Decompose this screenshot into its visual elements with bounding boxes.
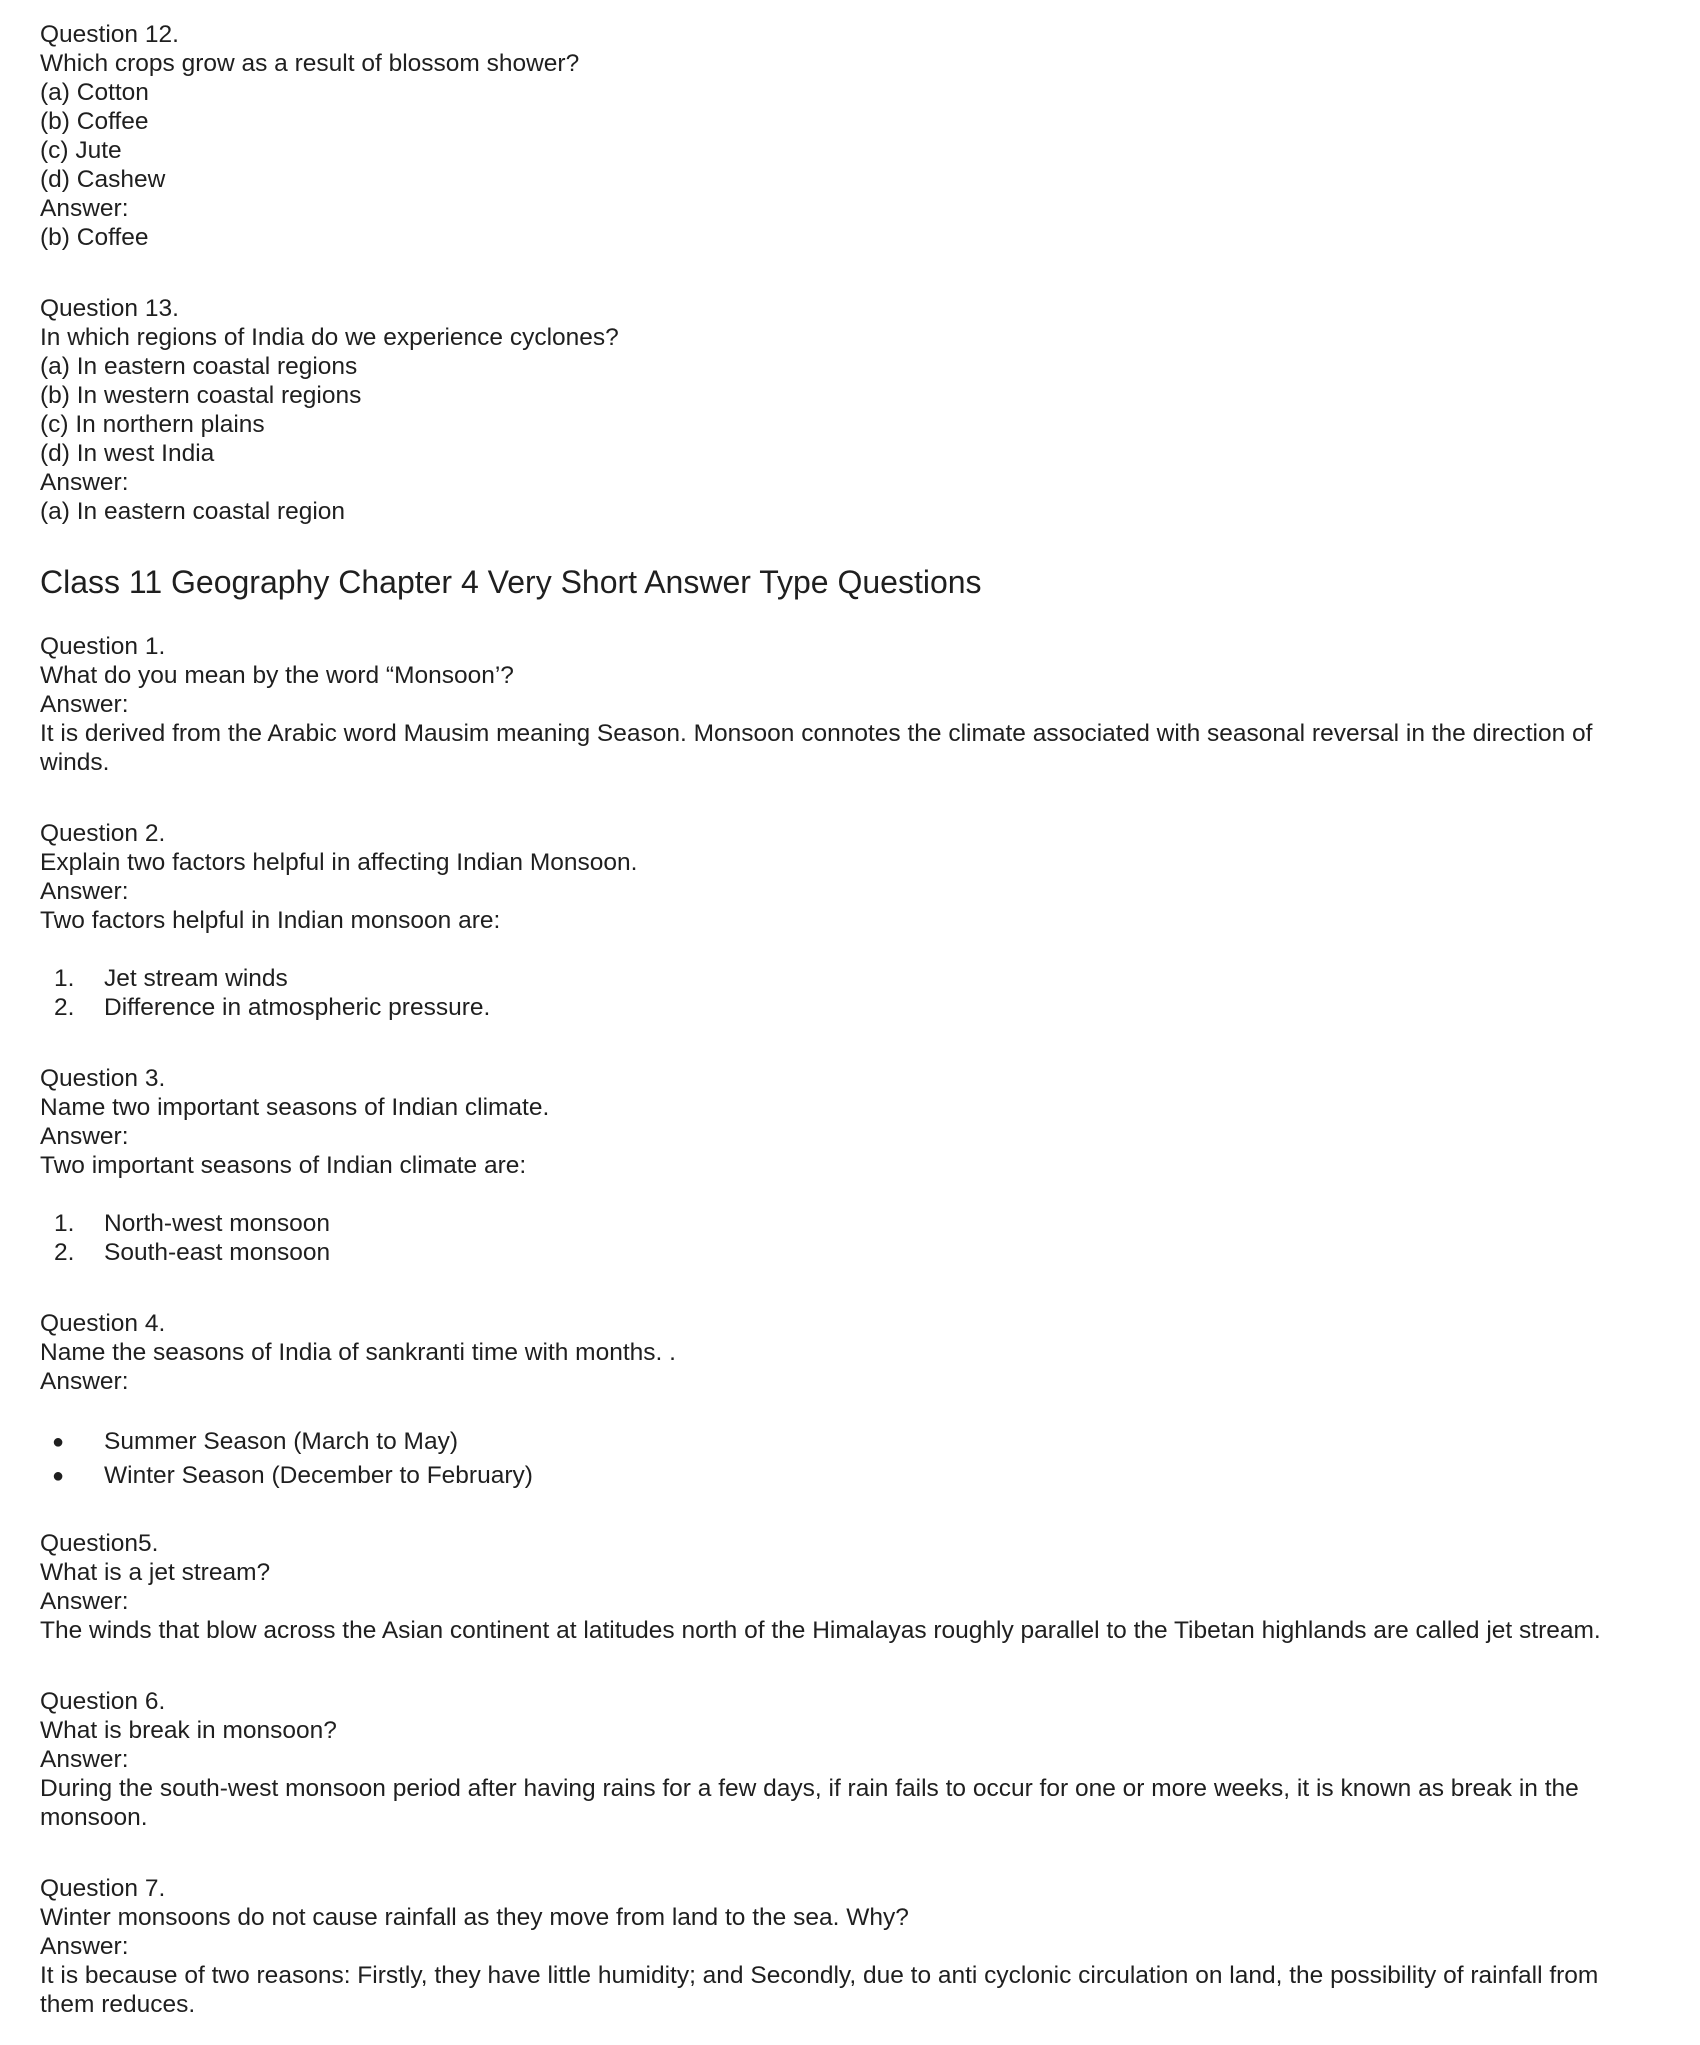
list-item-text: North-west monsoon	[104, 1210, 331, 1237]
option: (d) In west India	[40, 440, 215, 467]
answer-text: The winds that blow across the Asian continent at latitudes north of the Himalayas roughly parallel to the Tibetan highlands are called jet stream.	[40, 1617, 1601, 1644]
list-number: 1.	[54, 965, 75, 992]
answer-label: Answer:	[40, 691, 129, 718]
question-text: Name the seasons of India of sankranti time with months. .	[40, 1339, 676, 1366]
bullet-icon: ●	[52, 1465, 65, 1487]
vsa-question-2	[40, 819, 1640, 1022]
question-label: Question 1.	[40, 633, 166, 660]
question-label: Question 6.	[40, 1688, 166, 1715]
question-label: Question 4.	[40, 1310, 166, 1337]
answer-label: Answer:	[40, 469, 129, 496]
vsa-question-3	[40, 1064, 1640, 1267]
list-item-text: Difference in atmospheric pressure.	[104, 994, 491, 1021]
mcq-question-12	[40, 20, 1640, 252]
vsa-question-5	[40, 1529, 1640, 1645]
option: (b) In western coastal regions	[40, 382, 362, 409]
answer-label: Answer:	[40, 1933, 129, 1960]
question-label: Question 13.	[40, 295, 179, 322]
bullet-icon: ●	[52, 1431, 65, 1453]
bullet-list	[40, 1425, 1640, 1493]
list-item	[40, 1459, 1640, 1493]
question-text: Name two important seasons of Indian climate.	[40, 1094, 550, 1121]
question-text: What do you mean by the word “Monsoon’?	[40, 662, 514, 689]
answer-text: It is because of two reasons: Firstly, they have little humidity; and Secondly, due to anti cyclonic circulation on land, the possibility of rainfall from them reduces.	[40, 1962, 1599, 2018]
answer-label: Answer:	[40, 1368, 129, 1395]
list-item-text: Winter Season (December to February)	[104, 1462, 533, 1489]
vsa-question-6	[40, 1687, 1640, 1832]
list-number: 2.	[54, 1239, 75, 1266]
question-label: Question 7.	[40, 1875, 166, 1902]
option: (b) Coffee	[40, 108, 149, 135]
answer-text: (b) Coffee	[40, 224, 149, 251]
mcq-question-13	[40, 294, 1640, 526]
question-label: Question 3.	[40, 1065, 166, 1092]
question-text: What is break in monsoon?	[40, 1717, 337, 1744]
vsa-question-4	[40, 1309, 1640, 1493]
list-item	[40, 1209, 1640, 1238]
question-text: Explain two factors helpful in affecting Indian Monsoon.	[40, 849, 638, 876]
list-number: 2.	[54, 994, 75, 1021]
list-item-text: Jet stream winds	[104, 965, 288, 992]
option: (a) Cotton	[40, 79, 149, 106]
numbered-list	[40, 964, 1640, 1022]
list-item-text: South-east monsoon	[104, 1239, 331, 1266]
list-number: 1.	[54, 1210, 75, 1237]
option: (d) Cashew	[40, 166, 166, 193]
answer-text: Two important seasons of Indian climate are:	[40, 1152, 527, 1179]
numbered-list	[40, 1209, 1640, 1267]
answer-label: Answer:	[40, 1588, 129, 1615]
vsa-question-1	[40, 632, 1640, 777]
question-label: Question 2.	[40, 820, 166, 847]
question-text: What is a jet stream?	[40, 1559, 271, 1586]
question-text: In which regions of India do we experience cyclones?	[40, 324, 619, 351]
list-item	[40, 1425, 1640, 1459]
option: (a) In eastern coastal regions	[40, 353, 358, 380]
list-item-text: Summer Season (March to May)	[104, 1428, 458, 1455]
vsa-question-7	[40, 1874, 1640, 2019]
option: (c) In northern plains	[40, 411, 265, 438]
answer-label: Answer:	[40, 1123, 129, 1150]
question-label: Question5.	[40, 1530, 159, 1557]
answer-text: During the south-west monsoon period after having rains for a few days, if rain fails to occur for one or more weeks, it is known as break in the monsoon.	[40, 1775, 1579, 1831]
list-item	[40, 993, 1640, 1022]
answer-label: Answer:	[40, 878, 129, 905]
question-text: Winter monsoons do not cause rainfall as they move from land to the sea. Why?	[40, 1904, 909, 1931]
list-item	[40, 964, 1640, 993]
option: (c) Jute	[40, 137, 122, 164]
answer-text: (a) In eastern coastal region	[40, 498, 346, 525]
list-item	[40, 1238, 1640, 1267]
section-heading: Class 11 Geography Chapter 4 Very Short Answer Type Questions	[40, 564, 982, 600]
answer-text: It is derived from the Arabic word Mausim meaning Season. Monsoon connotes the climate associated with seasonal reversal in the direction of winds.	[40, 720, 1593, 776]
question-text: Which crops grow as a result of blossom shower?	[40, 50, 580, 77]
answer-label: Answer:	[40, 195, 129, 222]
question-label: Question 12.	[40, 21, 179, 48]
answer-text: Two factors helpful in Indian monsoon are:	[40, 907, 501, 934]
answer-label: Answer:	[40, 1746, 129, 1773]
